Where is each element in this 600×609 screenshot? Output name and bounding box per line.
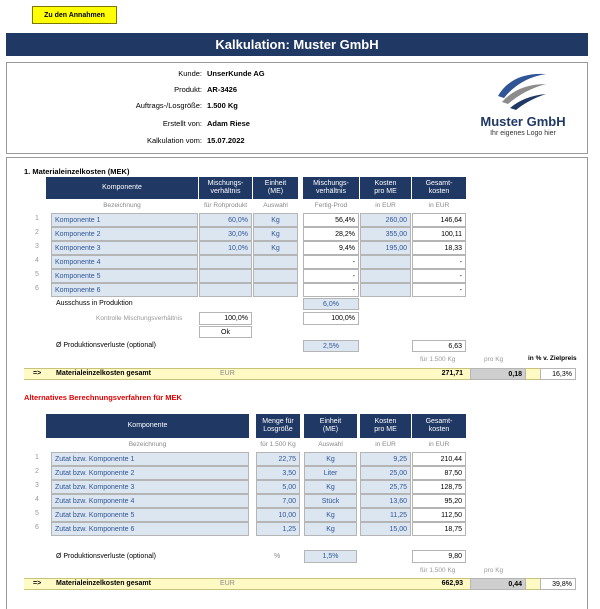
pro-kg-label: pro Kg <box>484 356 504 363</box>
alt-header-einheit: Einheit (ME) <box>304 414 357 438</box>
alt-unit-select[interactable]: Stück <box>304 494 357 508</box>
mek-component-name[interactable]: Komponente 6 <box>51 283 198 297</box>
mek-component-name[interactable]: Komponente 5 <box>51 269 198 283</box>
mek-subheader: Fertig-Prod <box>314 201 348 209</box>
info-row-kunde <box>7 69 357 81</box>
mek-unit-select[interactable]: Kg <box>253 227 298 241</box>
mek-total-pct: 16,3% <box>540 368 576 380</box>
alt-component-name[interactable]: Zutat bzw. Komponente 1 <box>51 452 249 466</box>
kontrolle-label: Kontrolle Mischungsverhältnis <box>96 315 183 322</box>
mek-total: - <box>412 269 466 283</box>
alt-unit-select[interactable]: Liter <box>304 466 357 480</box>
info-row-erstellt <box>7 119 357 131</box>
alt-qty-input[interactable]: 5,00 <box>256 480 300 494</box>
alt-cost-input[interactable]: 15,00 <box>360 522 411 536</box>
mek-total: - <box>412 283 466 297</box>
verluste-label: Ø Produktionsverluste (optional) <box>56 342 156 349</box>
info-label: Auftrags-/Losgröße: <box>135 101 202 110</box>
mek-header-einheit: Einheit (ME) <box>253 177 298 199</box>
row-number: 6 <box>35 285 39 292</box>
mek-ratio-input[interactable]: 30,0% <box>199 227 252 241</box>
info-value[interactable]: Adam Riese <box>207 119 250 128</box>
mek-cost-input[interactable]: 260,00 <box>360 213 411 227</box>
verluste-value: 6,63 <box>412 340 466 352</box>
mek-unit-select[interactable] <box>253 255 298 269</box>
verluste-input[interactable]: 2,5% <box>303 340 359 352</box>
alt-total: 112,50 <box>412 508 466 522</box>
alt-header-komponente: Komponente <box>46 414 249 438</box>
total-arrow: => <box>33 580 42 587</box>
alt-component-name[interactable]: Zutat bzw. Komponente 2 <box>51 466 249 480</box>
alt-header-gesamt: Gesamt- kosten <box>412 414 466 438</box>
info-row-datum <box>7 136 357 148</box>
alt-subheader: für 1.500 Kg <box>260 440 296 448</box>
for-losgroesse-label: für 1.500 Kg <box>420 356 456 363</box>
mek-ratio-input[interactable] <box>199 255 252 269</box>
info-label: Produkt: <box>174 85 202 94</box>
info-value[interactable]: UnserKunde AG <box>207 69 265 78</box>
mek-header-kosten: Kosten pro ME <box>360 177 411 199</box>
mek-header-gesamt: Gesamt- kosten <box>412 177 466 199</box>
alt-total: 18,75 <box>412 522 466 536</box>
row-number: 1 <box>35 215 39 222</box>
mek-unit-select[interactable] <box>253 283 298 297</box>
info-row-losgroesse <box>7 101 357 113</box>
alt-subheader: in EUR <box>375 440 396 448</box>
mek-cost-input[interactable]: 355,00 <box>360 227 411 241</box>
mek-cost-input[interactable]: 195,00 <box>360 241 411 255</box>
mek-ratio-fp: 28,2% <box>303 227 359 241</box>
alt-total-pct: 39,8% <box>540 578 576 590</box>
alt-subheader: Auswahl <box>318 440 343 448</box>
mek-header-komponente: Komponente <box>46 177 198 199</box>
alt-qty-input[interactable]: 22,75 <box>256 452 300 466</box>
zu-den-annahmen-button[interactable]: Zu den Annahmen <box>32 6 117 24</box>
alt-subheader: in EUR <box>428 440 450 448</box>
logo-name: Muster GmbH <box>480 114 566 129</box>
mek-unit-select[interactable]: Kg <box>253 241 298 255</box>
mek-ratio-input[interactable] <box>199 269 252 283</box>
mek-total: - <box>412 255 466 269</box>
mek-subheader: in EUR <box>428 201 450 209</box>
mek-total-value: 271,71 <box>441 370 463 377</box>
mek-cost-input[interactable] <box>360 283 411 297</box>
mek-ratio-fp: - <box>303 255 359 269</box>
ausschuss-input[interactable]: 6,0% <box>303 298 359 310</box>
mek-ratio-input[interactable]: 10,0% <box>199 241 252 255</box>
ausschuss-label: Ausschuss in Produktion <box>56 300 133 307</box>
alt-unit-select[interactable]: Kg <box>304 480 357 494</box>
alt-total: 128,75 <box>412 480 466 494</box>
info-label: Erstellt von: <box>162 119 202 128</box>
kontrolle-ok-status: Ok <box>199 326 252 338</box>
alt-cost-input[interactable]: 25,75 <box>360 480 411 494</box>
mek-component-name[interactable]: Komponente 1 <box>51 213 198 227</box>
kontrolle-value-rohprodukt: 100,0% <box>199 312 252 325</box>
alt-verluste-input[interactable]: 1,5% <box>304 550 357 563</box>
info-value[interactable]: 15.07.2022 <box>207 136 245 145</box>
logo-swoosh-icon <box>490 68 550 110</box>
mek-section-title: 1. Materialeinzelkosten (MEK) <box>24 167 130 176</box>
mek-total: 146,64 <box>412 213 466 227</box>
alt-header-menge: Menge für Losgröße <box>256 414 300 438</box>
page-title: Kalkulation: Muster GmbH <box>6 33 588 56</box>
info-value[interactable]: 1.500 Kg <box>207 101 238 110</box>
mek-total: 18,33 <box>412 241 466 255</box>
alt-component-name[interactable]: Zutat bzw. Komponente 6 <box>51 522 249 536</box>
row-number: 1 <box>35 454 39 461</box>
mek-ratio-fp: 9,4% <box>303 241 359 255</box>
alt-verluste-unit: % <box>274 553 281 560</box>
row-number: 5 <box>35 510 39 517</box>
alt-header-kosten: Kosten pro ME <box>360 414 411 438</box>
alt-qty-input[interactable]: 1,25 <box>256 522 300 536</box>
alt-qty-input[interactable]: 3,50 <box>256 466 300 480</box>
row-number: 2 <box>35 229 39 236</box>
mek-total-per-kg: 0,18 <box>470 368 526 380</box>
mek-component-name[interactable]: Komponente 3 <box>51 241 198 255</box>
logo-tagline: Ihr eigenes Logo hier <box>490 130 556 137</box>
mek-ratio-input[interactable]: 60,0% <box>199 213 252 227</box>
total-arrow: => <box>33 370 42 377</box>
mek-component-name[interactable]: Komponente 2 <box>51 227 198 241</box>
mek-subheader: in EUR <box>375 201 396 209</box>
mek-subheader: für Rohprodukt <box>204 201 247 209</box>
alt-unit-select[interactable]: Kg <box>304 522 357 536</box>
alt-qty-input[interactable]: 10,00 <box>256 508 300 522</box>
mek-ratio-fp: - <box>303 269 359 283</box>
info-label: Kunde: <box>178 69 202 78</box>
alt-unit-select[interactable]: Kg <box>304 508 357 522</box>
alt-verluste-label: Ø Produktionsverluste (optional) <box>56 553 156 560</box>
alt-cost-input[interactable]: 11,25 <box>360 508 411 522</box>
alt-component-name[interactable]: Zutat bzw. Komponente 5 <box>51 508 249 522</box>
alt-component-name[interactable]: Zutat bzw. Komponente 4 <box>51 494 249 508</box>
alt-total-per-kg: 0,44 <box>470 578 526 590</box>
alt-unit-select[interactable]: Kg <box>304 452 357 466</box>
alt-verluste-value: 9,80 <box>412 550 466 563</box>
mek-unit-select[interactable]: Kg <box>253 213 298 227</box>
row-number: 2 <box>35 468 39 475</box>
alt-total-label: Materialeinzelkosten gesamt <box>56 580 151 587</box>
alt-cost-input[interactable]: 9,25 <box>360 452 411 466</box>
info-value[interactable]: AR-3426 <box>207 85 238 94</box>
mek-cost-input[interactable] <box>360 269 411 283</box>
alt-section-title: Alternatives Berechnungsverfahren für MEK <box>24 393 182 402</box>
alt-cost-input[interactable]: 25,00 <box>360 466 411 480</box>
mek-ratio-input[interactable] <box>199 283 252 297</box>
mek-total-label: Materialeinzelkosten gesamt <box>56 370 151 377</box>
pct-zielpreis-label: in % v. Zielpreis <box>528 355 577 362</box>
mek-ratio-fp: - <box>303 283 359 297</box>
alt-component-name[interactable]: Zutat bzw. Komponente 3 <box>51 480 249 494</box>
alt-total-currency: EUR <box>220 580 235 587</box>
alt-total: 210,44 <box>412 452 466 466</box>
row-number: 4 <box>35 257 39 264</box>
alt-total: 95,20 <box>412 494 466 508</box>
info-row-produkt <box>7 85 357 97</box>
mek-total: 100,11 <box>412 227 466 241</box>
row-number: 6 <box>35 524 39 531</box>
kontrolle-value-fertig: 100,0% <box>303 312 359 325</box>
alt-subheader: Bezeichnung <box>128 440 167 448</box>
alt-qty-input[interactable]: 7,00 <box>256 494 300 508</box>
row-number: 4 <box>35 496 39 503</box>
row-number: 5 <box>35 271 39 278</box>
mek-header-mischung-fp: Mischungs- verhältnis <box>303 177 359 199</box>
alt-for-losgroesse-label: für 1.500 Kg <box>420 567 456 574</box>
mek-unit-select[interactable] <box>253 269 298 283</box>
mek-header-mischung: Mischungs- verhältnis <box>199 177 252 199</box>
mek-subheader: Auswahl <box>263 201 288 209</box>
alt-cost-input[interactable]: 13,60 <box>360 494 411 508</box>
info-label: Kalkulation vom: <box>146 136 202 145</box>
alt-pro-kg-label: pro Kg <box>484 567 504 574</box>
mek-ratio-fp: 56,4% <box>303 213 359 227</box>
alt-total: 87,50 <box>412 466 466 480</box>
mek-component-name[interactable]: Komponente 4 <box>51 255 198 269</box>
mek-subheader: Bezeichnung <box>103 201 141 209</box>
row-number: 3 <box>35 243 39 250</box>
row-number: 3 <box>35 482 39 489</box>
mek-cost-input[interactable] <box>360 255 411 269</box>
alt-total-value: 662,93 <box>441 580 463 587</box>
mek-total-currency: EUR <box>220 370 235 377</box>
